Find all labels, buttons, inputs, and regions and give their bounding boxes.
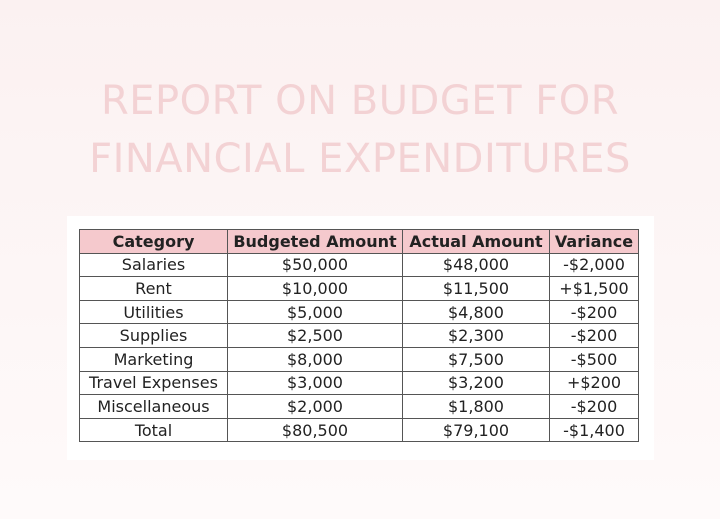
cell-variance: -$1,400 <box>550 418 639 442</box>
column-header-variance: Variance <box>550 230 639 254</box>
column-header-category: Category <box>80 230 228 254</box>
cell-actual: $2,300 <box>403 324 550 348</box>
cell-variance: +$200 <box>550 371 639 395</box>
table-header-row <box>80 230 639 254</box>
budget-table <box>79 229 639 442</box>
cell-variance: -$200 <box>550 324 639 348</box>
cell-category: Travel Expenses <box>80 371 228 395</box>
cell-variance: -$200 <box>550 300 639 324</box>
cell-category: Supplies <box>80 324 228 348</box>
cell-budgeted: $8,000 <box>228 347 403 371</box>
cell-budgeted: $10,000 <box>228 277 403 301</box>
cell-variance: -$200 <box>550 395 639 419</box>
title-line-2: FINANCIAL EXPENDITURES <box>89 136 631 182</box>
column-header-budgeted-amount: Budgeted Amount <box>228 230 403 254</box>
cell-actual: $11,500 <box>403 277 550 301</box>
cell-actual: $48,000 <box>403 253 550 277</box>
table-row <box>80 300 639 324</box>
cell-variance: -$500 <box>550 347 639 371</box>
cell-variance: +$1,500 <box>550 277 639 301</box>
cell-budgeted: $80,500 <box>228 418 403 442</box>
cell-budgeted: $50,000 <box>228 253 403 277</box>
cell-budgeted: $2,500 <box>228 324 403 348</box>
table-row <box>80 371 639 395</box>
cell-actual: $3,200 <box>403 371 550 395</box>
cell-category: Total <box>80 418 228 442</box>
title-line-1: REPORT ON BUDGET FOR <box>100 78 620 124</box>
cell-budgeted: $3,000 <box>228 371 403 395</box>
cell-category: Marketing <box>80 347 228 371</box>
cell-actual: $1,800 <box>403 395 550 419</box>
table-row <box>80 395 639 419</box>
table-row-total <box>80 418 639 442</box>
cell-actual: $7,500 <box>403 347 550 371</box>
table-row <box>80 253 639 277</box>
table-row <box>80 347 639 371</box>
cell-category: Salaries <box>80 253 228 277</box>
page-title <box>0 72 720 188</box>
cell-category: Rent <box>80 277 228 301</box>
budget-table-card <box>67 216 654 460</box>
cell-budgeted: $5,000 <box>228 300 403 324</box>
table-row <box>80 324 639 348</box>
cell-variance: -$2,000 <box>550 253 639 277</box>
table-row <box>80 277 639 301</box>
cell-actual: $4,800 <box>403 300 550 324</box>
cell-category: Utilities <box>80 300 228 324</box>
column-header-actual-amount: Actual Amount <box>403 230 550 254</box>
cell-actual: $79,100 <box>403 418 550 442</box>
cell-category: Miscellaneous <box>80 395 228 419</box>
cell-budgeted: $2,000 <box>228 395 403 419</box>
